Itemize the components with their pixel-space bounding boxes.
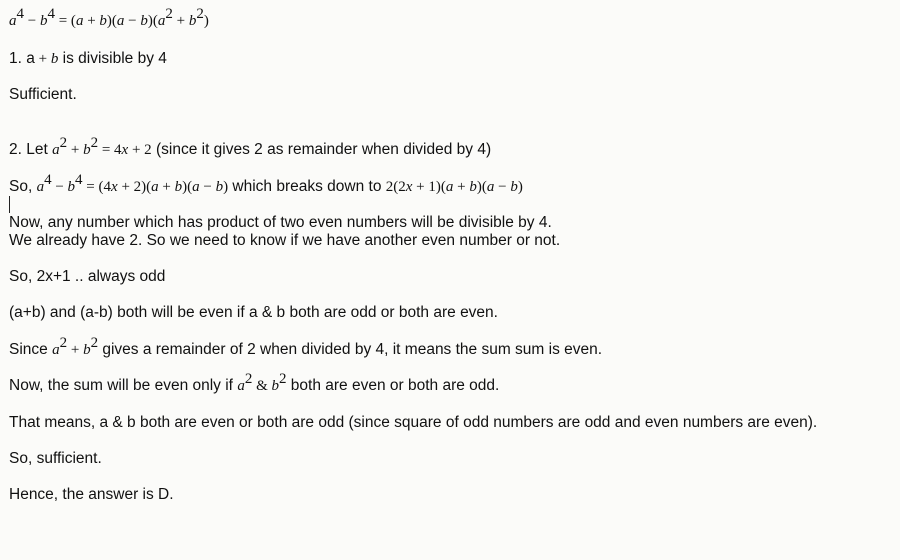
math-op: )( — [476, 179, 487, 195]
math-op: + 2 — [128, 142, 152, 158]
statement-1 — [9, 50, 167, 68]
math-var: a — [116, 13, 125, 29]
text: both are even or both are odd. — [286, 377, 500, 394]
paragraph-so-sufficient: So, sufficient. — [9, 450, 102, 467]
math-exponent: 2 — [59, 135, 68, 151]
math-op: − — [199, 179, 216, 195]
math-var: b — [67, 179, 76, 195]
math-op: + — [67, 142, 84, 158]
math-var: b — [83, 142, 91, 158]
text: is divisible by 4 — [58, 50, 167, 67]
math-op: = (4 — [82, 179, 112, 195]
text: So, — [9, 178, 37, 195]
statement-1-result: Sufficient. — [9, 86, 77, 103]
math-exponent: 2 — [90, 135, 99, 151]
text: gives a remainder of 2 when divided by 4, it means the sum sum is even. — [98, 341, 603, 358]
math-op: − — [124, 13, 141, 29]
math-op: ) — [517, 179, 523, 195]
math-op: − — [494, 179, 511, 195]
math-op: ) — [223, 179, 229, 195]
math-op: = ( — [54, 13, 76, 29]
text: (since it gives 2 as remainder when divided by 4) — [151, 141, 492, 158]
math-op: 2(2 — [385, 179, 406, 195]
math-op: )( — [147, 13, 158, 29]
equation-factorization — [9, 6, 209, 30]
math-var: a — [151, 179, 159, 195]
math-var: x — [405, 179, 413, 195]
paragraph-2x1-odd: So, 2x+1 .. always odd — [9, 268, 166, 285]
math-var: b — [174, 179, 183, 195]
math-var: b — [83, 342, 91, 358]
paragraph-that-means: That means, a & b both are even or both are odd (since square of odd numbers are odd and even numbers are even). — [9, 414, 818, 431]
math-op: − — [24, 13, 40, 29]
text: Now, the sum will be even only if — [9, 377, 238, 394]
math-var: a — [75, 13, 84, 29]
math-exponent: 4 — [47, 6, 55, 22]
math-op: = 4 — [98, 142, 122, 158]
math-exponent: 4 — [44, 172, 52, 188]
paragraph-sum-even-only-if — [9, 371, 500, 395]
statement-2-expansion — [9, 172, 523, 196]
math-exponent: 2 — [196, 6, 204, 22]
math-var: b — [188, 13, 197, 29]
math-var: a — [445, 179, 454, 195]
text-cursor[interactable] — [9, 196, 10, 213]
math-var: a — [237, 378, 245, 394]
math-var: b — [271, 378, 279, 394]
math-var: a — [52, 142, 60, 158]
math-var: b — [215, 179, 224, 195]
paragraph-a-plus-minus-b: (a+b) and (a-b) both will be even if a & b both are odd or both are even. — [9, 304, 498, 321]
math-exponent: 2 — [244, 371, 253, 387]
text: 1. a — [9, 50, 35, 67]
math-var: b — [99, 13, 107, 29]
text: which breaks down to — [228, 178, 386, 195]
math-op: + — [67, 342, 84, 358]
math-op: + — [158, 179, 175, 195]
math-exponent: 4 — [75, 172, 83, 188]
math-var: a — [36, 179, 45, 195]
math-var: x — [111, 179, 118, 195]
math-exponent: 4 — [16, 6, 24, 22]
math-var: b — [469, 179, 477, 195]
math-op: + 2)( — [117, 179, 152, 195]
math-var: a — [52, 342, 60, 358]
math-var: a — [486, 179, 495, 195]
math-var: a — [192, 179, 200, 195]
paragraph-already-have-2: We already have 2. So we need to know if we have another even number or not. — [9, 232, 561, 249]
math-var: b — [140, 13, 148, 29]
math-op: + — [453, 179, 470, 195]
math-var: b — [39, 13, 48, 29]
math-var: x — [121, 142, 129, 158]
math-op: ) — [203, 13, 209, 29]
math-exponent: 2 — [165, 6, 173, 22]
math-var: a — [157, 13, 166, 29]
paragraph-answer: Hence, the answer is D. — [9, 486, 174, 503]
math-var: a — [9, 13, 17, 29]
text: Since — [9, 341, 53, 358]
math-op: − — [51, 179, 68, 195]
math-var: b — [510, 179, 518, 195]
math-op: + — [34, 51, 51, 67]
math-op: )( — [106, 13, 117, 29]
paragraph-since-sum — [9, 335, 603, 359]
math-op: + — [83, 13, 100, 29]
math-op: + 1)( — [412, 179, 446, 195]
math-exponent: 2 — [90, 335, 99, 351]
paragraph-even-product: Now, any number which has product of two even numbers will be divisible by 4. — [9, 214, 552, 231]
math-var: b — [50, 51, 59, 67]
math-exponent: 2 — [59, 335, 68, 351]
text: 2. Let — [9, 141, 53, 158]
math-op: & — [252, 378, 272, 394]
math-op: + — [172, 13, 189, 29]
statement-2 — [9, 135, 492, 159]
math-exponent: 2 — [278, 371, 287, 387]
math-op: )( — [182, 179, 193, 195]
